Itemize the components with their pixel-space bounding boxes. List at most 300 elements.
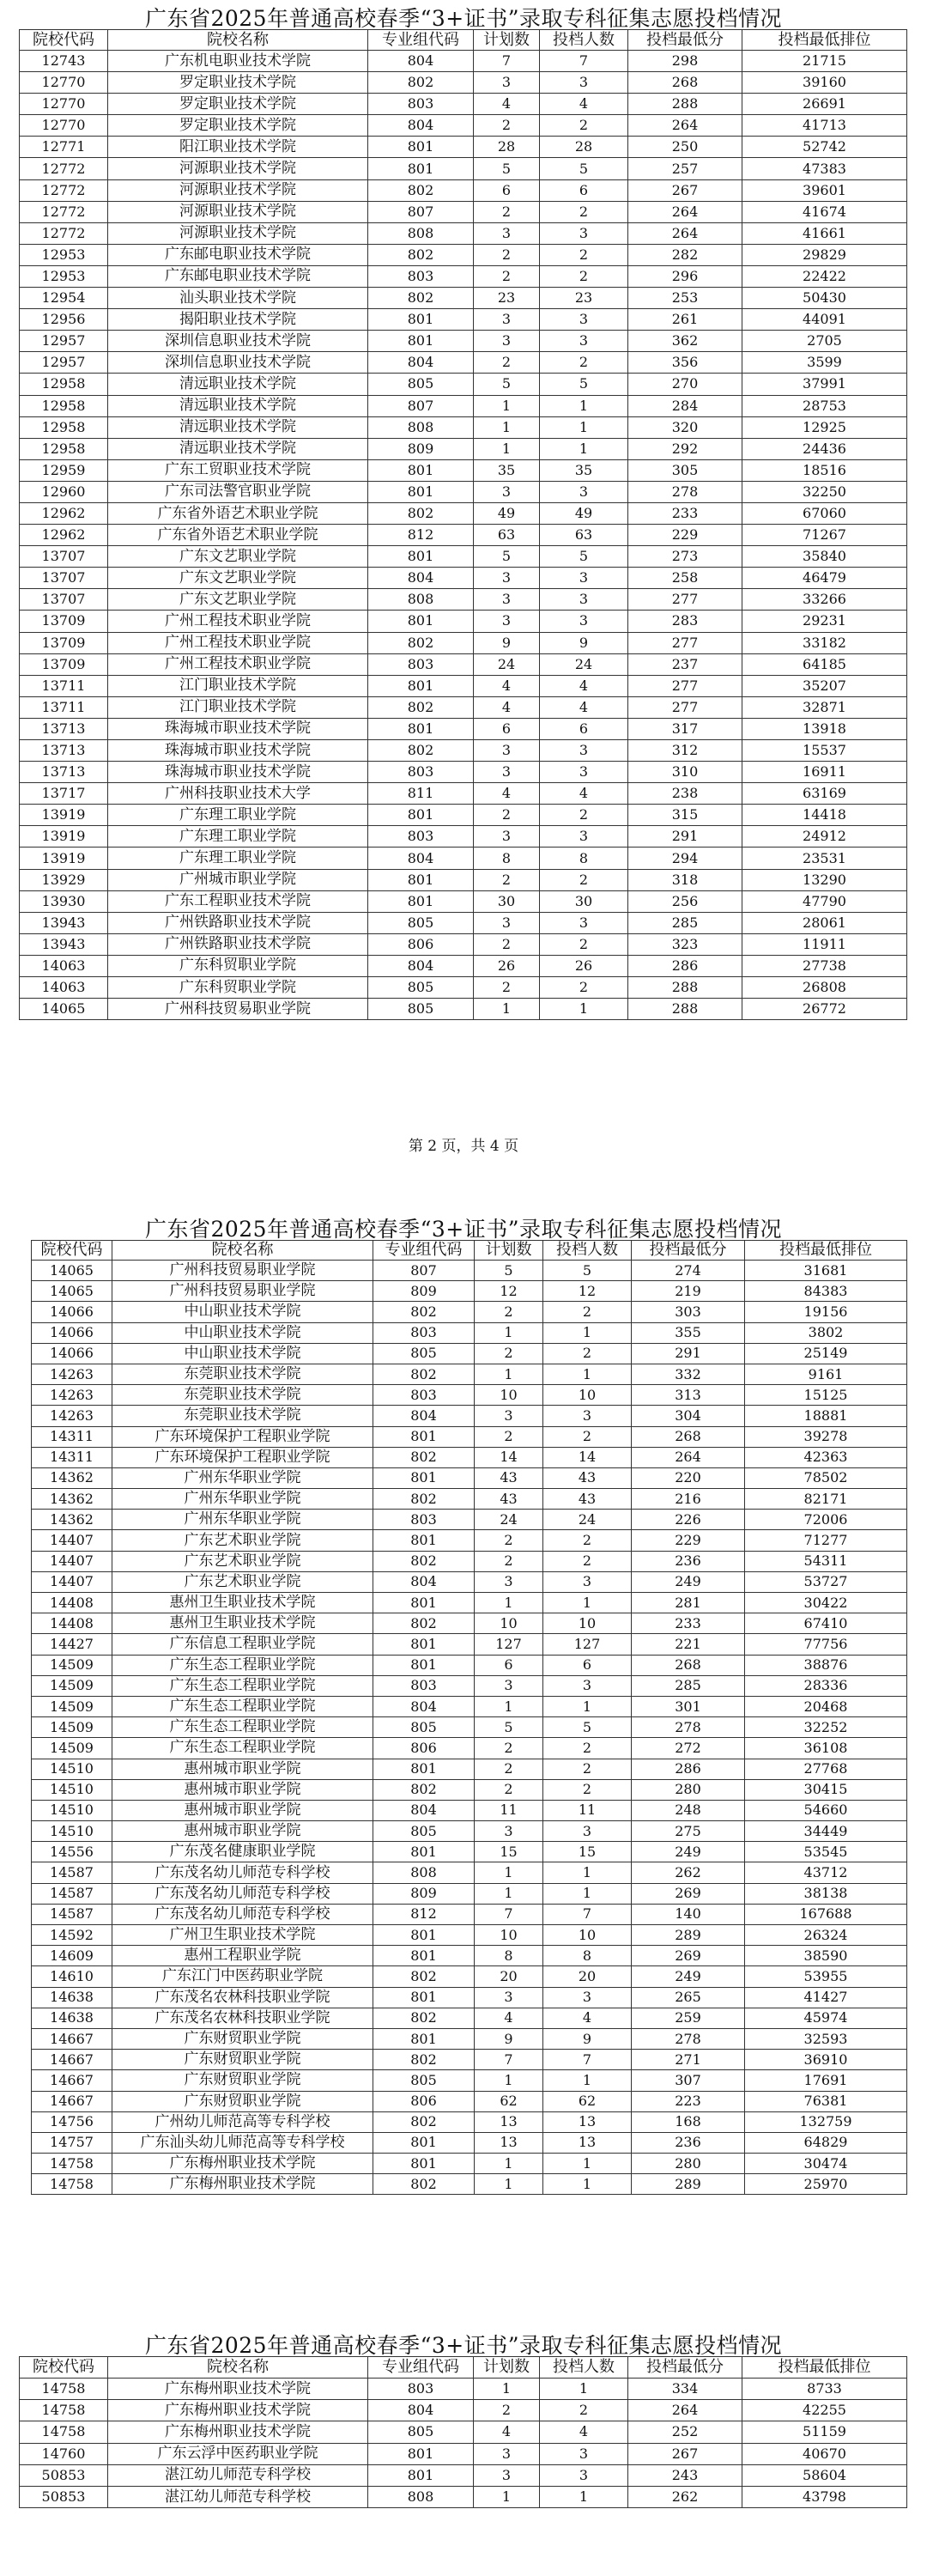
cell-school-code: 12958 (20, 374, 108, 395)
cell-min-rank: 30415 (745, 1779, 907, 1800)
cell-min-rank: 64829 (745, 2132, 907, 2153)
cell-admitted-count: 4 (543, 2008, 632, 2028)
cell-school-name: 广东财贸职业学院 (112, 2070, 373, 2091)
table-row (32, 1717, 907, 1738)
table-row (20, 502, 907, 524)
cell-min-rank: 15537 (742, 740, 907, 762)
cell-min-rank: 41661 (742, 222, 907, 244)
cell-min-score: 264 (628, 2400, 742, 2421)
table-row (20, 826, 907, 848)
cell-min-rank: 11911 (742, 933, 907, 955)
cell-plan-count: 3 (474, 912, 540, 933)
cell-admitted-count: 1 (540, 438, 628, 459)
cell-min-score: 237 (628, 653, 742, 675)
cell-school-code: 14066 (32, 1302, 112, 1322)
cell-admitted-count: 4 (540, 2421, 628, 2443)
header-admitted-count: 投档人数 (540, 2357, 628, 2379)
cell-min-score: 243 (628, 2464, 742, 2486)
cell-plan-count: 2 (474, 869, 540, 890)
cell-admitted-count: 24 (540, 653, 628, 675)
header-group-code: 专业组代码 (373, 1241, 475, 1261)
cell-plan-count: 3 (474, 222, 540, 244)
cell-school-code: 14362 (32, 1489, 112, 1510)
cell-group-code: 803 (368, 94, 474, 115)
cell-school-name: 广东工贸职业技术学院 (108, 459, 368, 481)
cell-school-name: 湛江幼儿师范专科学校 (108, 2486, 368, 2507)
cell-plan-count: 2 (475, 1779, 543, 1800)
cell-admitted-count: 3 (540, 568, 628, 589)
cell-group-code: 803 (373, 1510, 475, 1530)
cell-group-code: 804 (373, 1571, 475, 1592)
cell-admitted-count: 63 (540, 525, 628, 546)
cell-school-name: 惠州城市职业学院 (112, 1779, 373, 1800)
table-row (20, 848, 907, 869)
table-row (32, 1571, 907, 1592)
cell-plan-count: 3 (474, 762, 540, 783)
cell-admitted-count: 3 (540, 589, 628, 611)
cell-min-score: 238 (628, 783, 742, 805)
cell-group-code: 812 (373, 1904, 475, 1924)
cell-group-code: 801 (373, 1946, 475, 1966)
cell-school-name: 广东汕头幼儿师范高等专科学校 (112, 2132, 373, 2153)
cell-group-code: 808 (368, 222, 474, 244)
cell-school-name: 广东邮电职业技术学院 (108, 265, 368, 287)
cell-min-score: 285 (632, 1675, 745, 1696)
cell-min-score: 289 (632, 1925, 745, 1946)
cell-plan-count: 1 (475, 2154, 543, 2174)
cell-admitted-count: 2 (543, 1530, 632, 1551)
cell-min-rank: 32593 (745, 2028, 907, 2049)
table-row (20, 2443, 907, 2464)
cell-school-code: 14065 (20, 999, 108, 1020)
cell-school-name: 清远职业技术学院 (108, 416, 368, 438)
cell-min-score: 323 (628, 933, 742, 955)
cell-school-name: 广东理工职业学院 (108, 848, 368, 869)
cell-school-code: 13930 (20, 890, 108, 912)
cell-min-score: 277 (628, 675, 742, 696)
header-plan-count: 计划数 (475, 1241, 543, 1261)
cell-min-rank: 43798 (742, 2486, 907, 2507)
cell-plan-count: 5 (475, 1717, 543, 1738)
cell-admitted-count: 4 (540, 94, 628, 115)
cell-admitted-count: 4 (540, 783, 628, 805)
cell-min-score: 267 (628, 2443, 742, 2464)
cell-group-code: 805 (368, 999, 474, 1020)
table-row (32, 1489, 907, 1510)
table-row (20, 222, 907, 244)
cell-school-code: 14510 (32, 1800, 112, 1820)
cell-school-code: 12772 (20, 222, 108, 244)
table-row (20, 309, 907, 331)
cell-group-code: 801 (368, 718, 474, 739)
cell-school-code: 13713 (20, 762, 108, 783)
cell-school-name: 汕头职业技术学院 (108, 288, 368, 309)
cell-min-rank: 41427 (745, 1987, 907, 2008)
cell-admitted-count: 11 (543, 1800, 632, 1820)
table-row (32, 1261, 907, 1281)
cell-group-code: 801 (368, 890, 474, 912)
table-row (32, 1426, 907, 1447)
table-row (32, 1613, 907, 1634)
cell-min-score: 233 (628, 502, 742, 524)
cell-school-code: 14263 (32, 1385, 112, 1406)
cell-school-name: 广东工程职业技术学院 (108, 890, 368, 912)
cell-group-code: 801 (373, 1593, 475, 1613)
cell-school-name: 河源职业技术学院 (108, 179, 368, 201)
table-row (32, 1842, 907, 1862)
cell-min-score: 332 (632, 1364, 745, 1384)
header-admitted-count: 投档人数 (540, 30, 628, 51)
cell-school-code: 12958 (20, 395, 108, 416)
cell-min-rank: 32252 (745, 1717, 907, 1738)
cell-admitted-count: 2 (540, 2400, 628, 2421)
cell-plan-count: 1 (475, 1364, 543, 1384)
cell-plan-count: 1 (474, 2379, 540, 2400)
cell-group-code: 802 (368, 740, 474, 762)
cell-group-code: 801 (368, 2464, 474, 2486)
cell-school-name: 广东生态工程职业学院 (112, 1738, 373, 1759)
cell-plan-count: 2 (474, 805, 540, 826)
cell-min-score: 259 (632, 2008, 745, 2028)
cell-school-name: 广州东华职业学院 (112, 1510, 373, 1530)
cell-min-rank: 132759 (745, 2111, 907, 2132)
cell-group-code: 806 (373, 1738, 475, 1759)
cell-school-code: 14510 (32, 1821, 112, 1842)
cell-plan-count: 1 (475, 1593, 543, 1613)
cell-school-code: 13943 (20, 933, 108, 955)
cell-min-score: 257 (628, 158, 742, 179)
cell-min-score: 248 (632, 1800, 745, 1820)
cell-min-rank: 38876 (745, 1655, 907, 1675)
cell-school-name: 惠州城市职业学院 (112, 1821, 373, 1842)
cell-school-name: 清远职业技术学院 (108, 374, 368, 395)
table-row (32, 1946, 907, 1966)
cell-group-code: 803 (373, 1385, 475, 1406)
cell-school-code: 13709 (20, 611, 108, 632)
cell-school-code: 12962 (20, 525, 108, 546)
cell-group-code: 808 (373, 1862, 475, 1883)
cell-group-code: 808 (368, 416, 474, 438)
cell-group-code: 802 (368, 72, 474, 94)
cell-school-name: 广东艺术职业学院 (112, 1571, 373, 1592)
cell-school-name: 广东邮电职业技术学院 (108, 244, 368, 265)
cell-min-rank: 36108 (745, 1738, 907, 1759)
cell-min-rank: 35207 (742, 675, 907, 696)
cell-plan-count: 13 (475, 2132, 543, 2153)
cell-school-name: 清远职业技术学院 (108, 395, 368, 416)
cell-plan-count: 8 (474, 848, 540, 869)
table-row (32, 1530, 907, 1551)
cell-min-score: 310 (628, 762, 742, 783)
cell-min-score: 288 (628, 999, 742, 1020)
cell-school-name: 湛江幼儿师范专科学校 (108, 2464, 368, 2486)
cell-plan-count: 127 (475, 1634, 543, 1655)
table-row (20, 352, 907, 374)
cell-min-score: 355 (632, 1322, 745, 1343)
cell-school-name: 广东茂名农林科技职业学院 (112, 1987, 373, 2008)
cell-school-name: 广州东华职业学院 (112, 1489, 373, 1510)
table-row (20, 201, 907, 222)
cell-min-rank: 40670 (742, 2443, 907, 2464)
cell-school-code: 12962 (20, 502, 108, 524)
cell-school-name: 江门职业技术学院 (108, 675, 368, 696)
cell-school-name: 广州科技职业技术大学 (108, 783, 368, 805)
cell-plan-count: 6 (474, 718, 540, 739)
cell-group-code: 802 (373, 2008, 475, 2028)
cell-plan-count: 1 (474, 416, 540, 438)
cell-admitted-count: 2 (543, 1343, 632, 1364)
cell-min-rank: 39160 (742, 72, 907, 94)
cell-min-score: 280 (632, 1779, 745, 1800)
cell-admitted-count: 6 (543, 1655, 632, 1675)
cell-min-rank: 67410 (745, 1613, 907, 1634)
cell-min-rank: 25149 (745, 1343, 907, 1364)
cell-admitted-count: 20 (543, 1966, 632, 1987)
table-row (32, 1675, 907, 1696)
table-row (20, 675, 907, 696)
cell-admitted-count: 1 (543, 1883, 632, 1904)
table-row (20, 374, 907, 395)
cell-min-rank: 30474 (745, 2154, 907, 2174)
table-row (20, 2486, 907, 2507)
cell-school-code: 14263 (32, 1406, 112, 1426)
cell-group-code: 801 (373, 1634, 475, 1655)
cell-school-code: 14587 (32, 1883, 112, 1904)
cell-school-code: 14758 (20, 2379, 108, 2400)
table-row (20, 568, 907, 589)
table-row (20, 762, 907, 783)
cell-min-score: 267 (628, 179, 742, 201)
cell-min-score: 289 (632, 2174, 745, 2195)
cell-school-name: 广东茂名幼儿师范专科学校 (112, 1883, 373, 1904)
cell-min-rank: 43712 (745, 1862, 907, 1883)
table-row (32, 1447, 907, 1467)
cell-min-score: 264 (632, 1447, 745, 1467)
cell-admitted-count: 49 (540, 502, 628, 524)
cell-plan-count: 9 (475, 2028, 543, 2049)
cell-school-code: 13943 (20, 912, 108, 933)
table-row (20, 2421, 907, 2443)
cell-min-rank: 24912 (742, 826, 907, 848)
cell-plan-count: 3 (475, 1571, 543, 1592)
cell-school-name: 广东环境保护工程职业学院 (112, 1447, 373, 1467)
cell-school-name: 广东理工职业学院 (108, 826, 368, 848)
table-row (20, 977, 907, 999)
cell-min-score: 282 (628, 244, 742, 265)
cell-min-score: 291 (632, 1343, 745, 1364)
cell-school-name: 广东茂名幼儿师范专科学校 (112, 1904, 373, 1924)
cell-school-name: 河源职业技术学院 (108, 222, 368, 244)
cell-school-name: 广东生态工程职业学院 (112, 1696, 373, 1716)
cell-plan-count: 1 (474, 395, 540, 416)
cell-admitted-count: 2 (543, 1738, 632, 1759)
cell-group-code: 801 (373, 1426, 475, 1447)
cell-group-code: 807 (368, 201, 474, 222)
cell-group-code: 804 (373, 1800, 475, 1820)
cell-school-code: 12772 (20, 158, 108, 179)
cell-school-code: 12953 (20, 265, 108, 287)
cell-group-code: 805 (368, 912, 474, 933)
table-row (32, 1779, 907, 1800)
cell-min-score: 140 (632, 1904, 745, 1924)
cell-group-code: 801 (373, 1987, 475, 2008)
cell-school-code: 12956 (20, 309, 108, 331)
cell-admitted-count: 1 (540, 2486, 628, 2507)
cell-school-name: 广东云浮中医药职业学院 (108, 2443, 368, 2464)
cell-school-name: 广州幼儿师范高等专科学校 (112, 2111, 373, 2132)
cell-min-score: 249 (632, 1842, 745, 1862)
cell-group-code: 801 (373, 1925, 475, 1946)
header-group-code: 专业组代码 (368, 30, 474, 51)
cell-min-score: 334 (628, 2379, 742, 2400)
table-row (32, 1738, 907, 1759)
cell-min-score: 226 (632, 1510, 745, 1530)
table-row (32, 1322, 907, 1343)
cell-min-rank: 42363 (745, 1447, 907, 1467)
cell-school-name: 广东茂名农林科技职业学院 (112, 2008, 373, 2028)
header-row (20, 30, 907, 51)
cell-min-rank: 27768 (745, 1759, 907, 1779)
cell-group-code: 801 (368, 675, 474, 696)
table-row (32, 1904, 907, 1924)
cell-group-code: 801 (368, 137, 474, 158)
cell-plan-count: 3 (474, 72, 540, 94)
cell-group-code: 801 (368, 805, 474, 826)
cell-min-rank: 38590 (745, 1946, 907, 1966)
cell-admitted-count: 2 (540, 933, 628, 955)
cell-min-score: 303 (632, 1302, 745, 1322)
cell-group-code: 803 (368, 265, 474, 287)
table-row (20, 94, 907, 115)
header-min-score: 投档最低分 (628, 30, 742, 51)
cell-admitted-count: 13 (543, 2111, 632, 2132)
cell-plan-count: 1 (474, 999, 540, 1020)
cell-plan-count: 3 (474, 331, 540, 352)
cell-admitted-count: 1 (540, 395, 628, 416)
cell-plan-count: 3 (474, 826, 540, 848)
cell-min-score: 272 (632, 1738, 745, 1759)
cell-admitted-count: 43 (543, 1489, 632, 1510)
cell-school-name: 惠州卫生职业技术学院 (112, 1593, 373, 1613)
cell-group-code: 804 (368, 2400, 474, 2421)
cell-plan-count: 2 (475, 1551, 543, 1571)
cell-admitted-count: 2 (540, 265, 628, 287)
cell-plan-count: 49 (474, 502, 540, 524)
table-row (32, 1821, 907, 1842)
cell-admitted-count: 3 (543, 1821, 632, 1842)
cell-school-code: 14362 (32, 1510, 112, 1530)
table-row (20, 2379, 907, 2400)
cell-min-rank: 37991 (742, 374, 907, 395)
cell-plan-count: 1 (474, 2486, 540, 2507)
cell-school-name: 广东梅州职业技术学院 (112, 2154, 373, 2174)
cell-school-code: 14407 (32, 1530, 112, 1551)
cell-group-code: 805 (368, 977, 474, 999)
cell-school-name: 广东文艺职业学院 (108, 589, 368, 611)
cell-group-code: 804 (368, 51, 474, 72)
cell-min-score: 168 (632, 2111, 745, 2132)
cell-min-rank: 67060 (742, 502, 907, 524)
cell-min-rank: 32250 (742, 481, 907, 502)
table-row (32, 1925, 907, 1946)
cell-plan-count: 1 (475, 1862, 543, 1883)
cell-group-code: 801 (373, 2154, 475, 2174)
table-row (20, 890, 907, 912)
cell-min-score: 273 (628, 546, 742, 568)
cell-plan-count: 3 (474, 2443, 540, 2464)
table-row (20, 395, 907, 416)
cell-school-name: 东莞职业技术学院 (112, 1364, 373, 1384)
cell-min-score: 278 (632, 2028, 745, 2049)
cell-school-code: 14757 (32, 2132, 112, 2153)
cell-group-code: 801 (368, 481, 474, 502)
cell-admitted-count: 1 (543, 1696, 632, 1716)
cell-min-rank: 53955 (745, 1966, 907, 1987)
cell-group-code: 802 (373, 1551, 475, 1571)
cell-group-code: 802 (373, 1364, 475, 1384)
cell-min-score: 307 (632, 2070, 745, 2091)
cell-plan-count: 3 (475, 1406, 543, 1426)
cell-min-rank: 22422 (742, 265, 907, 287)
cell-school-code: 12772 (20, 179, 108, 201)
table-row (32, 1883, 907, 1904)
cell-admitted-count: 23 (540, 288, 628, 309)
cell-plan-count: 63 (474, 525, 540, 546)
cell-school-name: 广东艺术职业学院 (112, 1530, 373, 1551)
cell-group-code: 801 (373, 1467, 475, 1488)
cell-group-code: 801 (373, 1530, 475, 1551)
header-school-name: 院校名称 (108, 2357, 368, 2379)
cell-min-score: 304 (632, 1406, 745, 1426)
cell-admitted-count: 7 (543, 1904, 632, 1924)
cell-school-code: 13929 (20, 869, 108, 890)
cell-school-code: 12959 (20, 459, 108, 481)
table-row (32, 1510, 907, 1530)
cell-group-code: 804 (368, 115, 474, 137)
table-row (20, 805, 907, 826)
cell-school-code: 14408 (32, 1593, 112, 1613)
cell-admitted-count: 5 (540, 158, 628, 179)
header-school-code: 院校代码 (20, 30, 108, 51)
table-row (32, 2174, 907, 2195)
cell-group-code: 803 (368, 2379, 474, 2400)
cell-school-code: 14509 (32, 1717, 112, 1738)
cell-school-code: 14758 (32, 2154, 112, 2174)
table-row (32, 1800, 907, 1820)
cell-plan-count: 2 (474, 933, 540, 955)
cell-admitted-count: 127 (543, 1634, 632, 1655)
cell-min-rank: 54311 (745, 1551, 907, 1571)
cell-school-code: 12770 (20, 72, 108, 94)
cell-admitted-count: 2 (540, 869, 628, 890)
cell-plan-count: 1 (475, 1696, 543, 1716)
cell-plan-count: 35 (474, 459, 540, 481)
cell-group-code: 802 (373, 1489, 475, 1510)
cell-school-name: 广州科技贸易职业学院 (112, 1281, 373, 1302)
cell-group-code: 804 (373, 1406, 475, 1426)
cell-plan-count: 1 (474, 438, 540, 459)
table-row (20, 51, 907, 72)
cell-min-rank: 20468 (745, 1696, 907, 1716)
cell-school-name: 广东科贸职业学院 (108, 955, 368, 976)
cell-min-score: 277 (628, 632, 742, 653)
cell-group-code: 809 (373, 1281, 475, 1302)
cell-group-code: 802 (373, 2111, 475, 2132)
cell-admitted-count: 9 (540, 632, 628, 653)
cell-min-rank: 12925 (742, 416, 907, 438)
cell-min-score: 249 (632, 1966, 745, 1987)
cell-min-rank: 34449 (745, 1821, 907, 1842)
